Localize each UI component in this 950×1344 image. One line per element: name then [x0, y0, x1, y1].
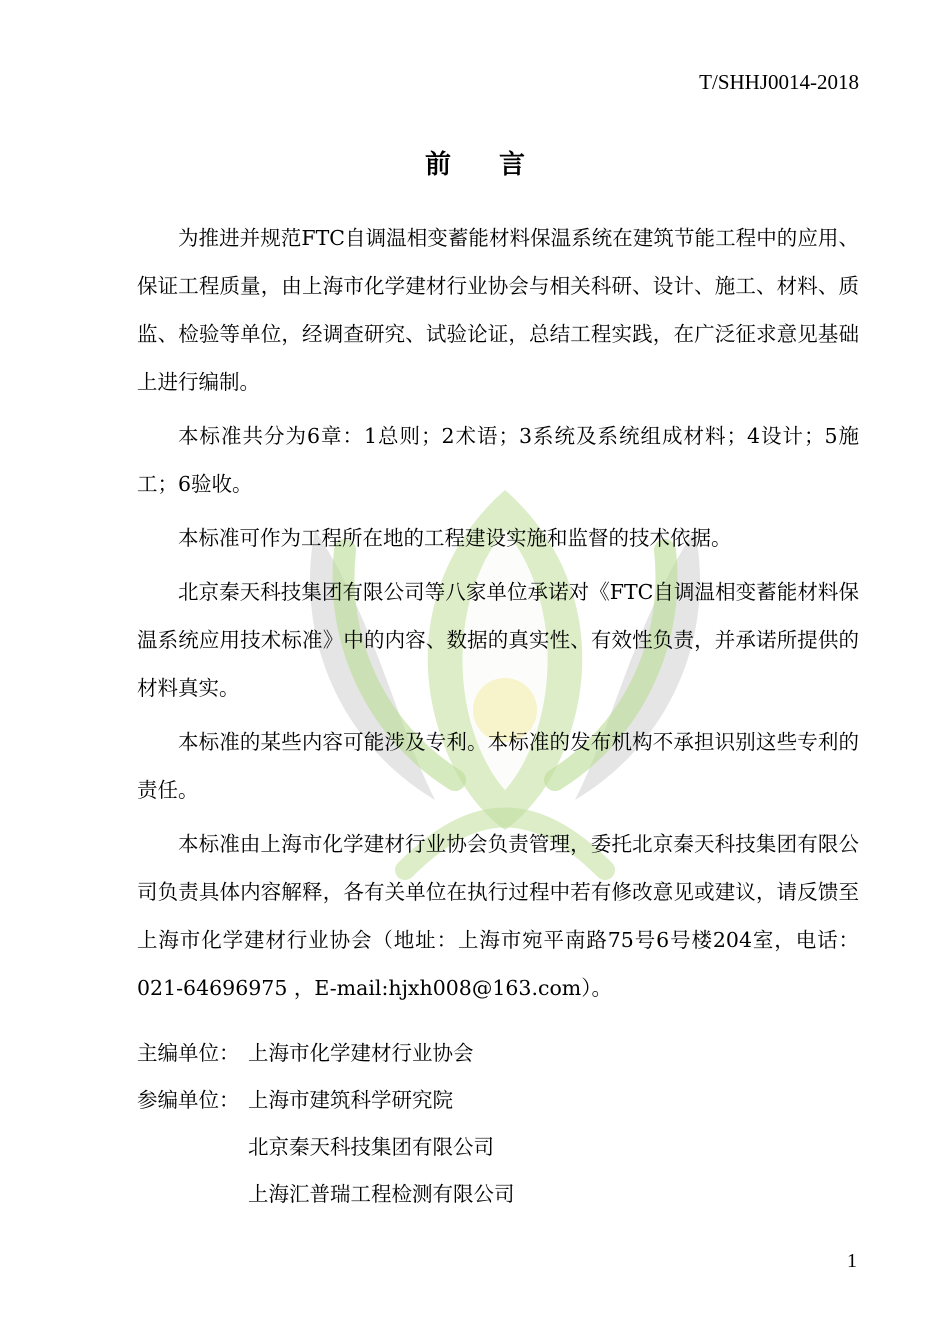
preface-paragraph: 为推进并规范FTC自调温相变蓄能材料保温系统在建筑节能工程中的应用、保证工程质量，由上海市化学建材行业协会与相关科研、设计、施工、材料、质监、检验等单位，经调查研究、试验论证，总结工程实践，在广泛征求意见基础上进行编制。 [137, 226, 859, 394]
participant-name: 上海汇普瑞工程检测有限公司 [248, 1182, 515, 1206]
preface-paragraph: 本标准的某些内容可能涉及专利。本标准的发布机构不承担识别这些专利的责任。 [137, 730, 859, 802]
preface-body [137, 214, 859, 1020]
preface-paragraph: 北京秦天科技集团有限公司等八家单位承诺对《FTC自调温相变蓄能材料保温系统应用技术标准》中的内容、数据的真实性、有效性负责，并承诺所提供的材料真实。 [137, 580, 859, 700]
preface-paragraph: 本标准可作为工程所在地的工程建设实施和监督的技术依据。 [178, 526, 732, 550]
participant-row [137, 1077, 515, 1124]
participant-name: 上海市建筑科学研究院 [248, 1088, 453, 1112]
participant-name: 北京秦天科技集团有限公司 [248, 1135, 494, 1159]
participant-row [137, 1171, 515, 1218]
preface-paragraph: 本标准由上海市化学建材行业协会负责管理，委托北京秦天科技集团有限公司负责具体内容解释，各有关单位在执行过程中若有修改意见或建议，请反馈至上海市化学建材行业协会（地址：上海市宛平南路75号6号楼204室，电话：021-64696975 ，E-mail:hjxh008@163.com）。 [137, 832, 859, 1000]
organizations-list [137, 1030, 515, 1218]
page-number: 1 [847, 1250, 857, 1272]
chief-editor-label: 主编单位： [137, 1041, 240, 1065]
preface-paragraph: 本标准共分为6章：1总则；2术语；3系统及系统组成材料；4设计；5施工；6验收。 [137, 424, 859, 496]
document-code: T/SHHJ0014-2018 [699, 70, 859, 94]
title-char-2: 言 [499, 150, 526, 180]
participant-row [137, 1124, 515, 1171]
chief-editor-value: 上海市化学建材行业协会 [248, 1041, 474, 1065]
title-char-1: 前 [424, 150, 451, 180]
page-title [0, 144, 950, 181]
participants-label: 参编单位： [137, 1088, 240, 1112]
chief-editor-row [137, 1030, 515, 1077]
